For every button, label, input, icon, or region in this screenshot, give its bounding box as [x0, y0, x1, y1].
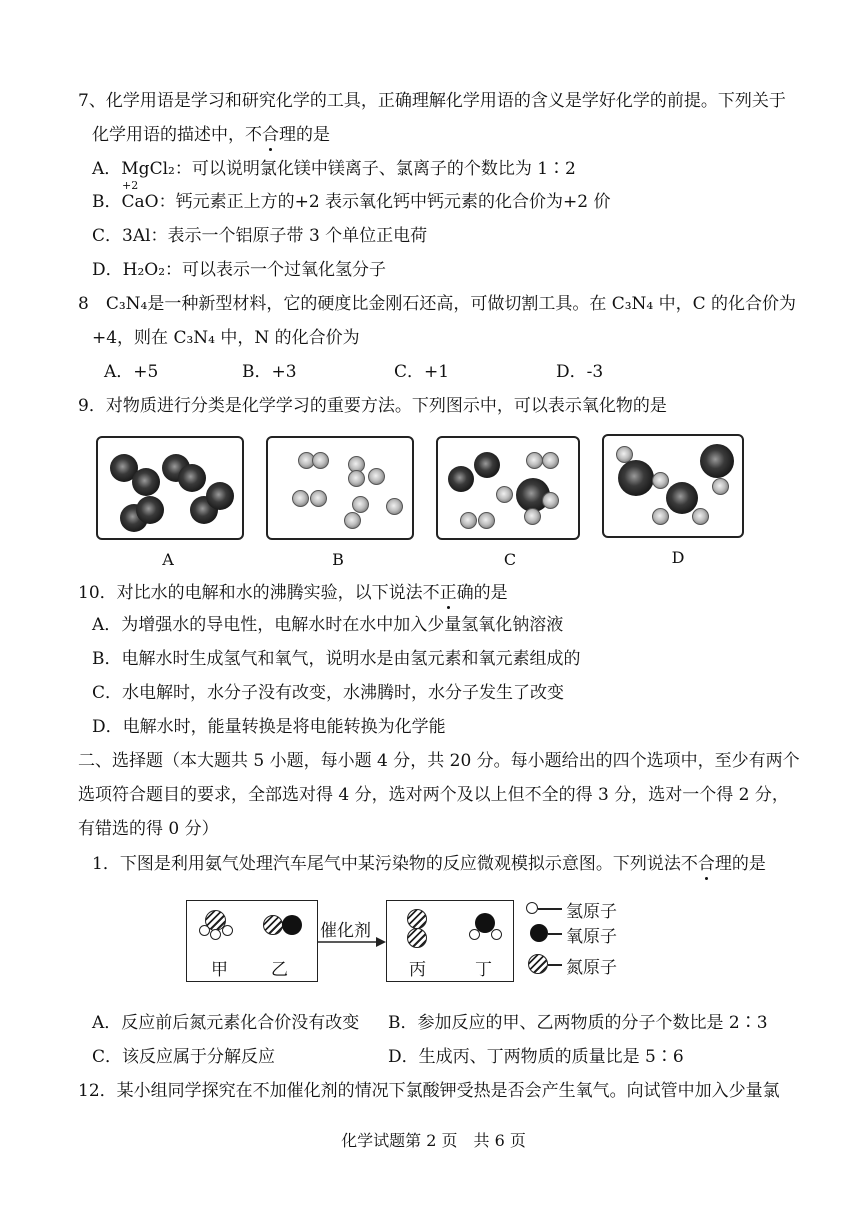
q11-stem-post: 的是 [731, 854, 766, 874]
label-bing: 丙 [409, 960, 426, 980]
q9-diagram-c [436, 436, 580, 540]
legend-nitrogen: 氮原子 [566, 958, 617, 978]
q10-option-c: C．水电解时，水分子没有改变，水沸腾时，水分子发生了改变 [92, 683, 565, 703]
section2-line1: 二、选择题（本大题共 5 小题，每小题 4 分，共 20 分。每小题给出的四个选项中，至少有两个 [78, 751, 800, 771]
q7-stem-pre: 化学用语的描述中， [92, 125, 245, 145]
q10-stem-post: 的是 [473, 583, 508, 603]
q7-stem-emphasis: 不合理 [245, 125, 296, 145]
q7-option-b-valence: +2 [122, 179, 139, 192]
q10-stem-pre: 10．对比水的电解和水的沸腾实验，以下说法 [78, 583, 423, 603]
q8-option-a: A．+5 [104, 362, 159, 382]
oxygen-atom-icon [530, 924, 548, 942]
q9-diagram-d [602, 434, 744, 538]
q8-option-d: D．-3 [556, 362, 604, 382]
q11-option-b: B．参加反应的甲、乙两物质的分子个数比是 2∶3 [388, 1013, 768, 1033]
hydrogen-atom-icon [526, 902, 538, 914]
q10-stem-emphasis: 不正确 [422, 583, 474, 603]
section2-line3: 有错选的得 0 分） [78, 819, 219, 839]
q10-stem [78, 582, 508, 604]
q9-label-d: D [671, 548, 685, 567]
q9-label-b: B [332, 550, 344, 569]
q9-diagram-b [266, 436, 414, 540]
q7-option-d: D．H₂O₂：可以表示一个过氧化氢分子 [92, 260, 387, 280]
q11-stem [92, 853, 766, 875]
section2-line2: 选项符合题目的要求，全部选对得 4 分，选对两个及以上但不全的得 3 分，选对一个得 2 分， [78, 785, 789, 805]
q11-option-a: A．反应前后氮元素化合价没有改变 [92, 1013, 360, 1033]
q9-diagram-a [96, 436, 244, 540]
q11-stem-emphasis: 不合理 [680, 854, 732, 874]
q8-option-b: B．+3 [242, 362, 297, 382]
legend-oxygen: 氧原子 [566, 927, 617, 947]
nitrogen-atom-icon [528, 954, 548, 974]
q9-stem: 9．对物质进行分类是化学学习的重要方法。下列图示中，可以表示氧化物的是 [78, 396, 667, 416]
q8-option-c: C．+1 [394, 362, 450, 382]
q7-stem-line2 [92, 124, 330, 146]
q8-stem-line1: 8 C₃N₄是一种新型材料，它的硬度比金刚石还高，可做切割工具。在 C₃N₄ 中，C 的化合价为 [78, 294, 797, 314]
q11-option-d: D．生成丙、丁两物质的质量比是 5∶6 [388, 1047, 684, 1067]
label-ding: 丁 [475, 960, 492, 980]
label-yi: 乙 [271, 960, 288, 980]
page-footer: 化学试题第 2 页 共 6 页 [341, 1131, 526, 1150]
legend-hydrogen: 氢原子 [566, 902, 617, 922]
q11-stem-pre: 1．下图是利用氨气处理汽车尾气中某污染物的反应微观模拟示意图。下列说法 [92, 854, 681, 874]
catalyst-label: 催化剂 [320, 921, 371, 941]
label-jia: 甲 [211, 960, 228, 980]
reaction-arrow-icon [316, 936, 388, 948]
q7-stem-post: 的是 [296, 125, 330, 145]
q7-option-a: A．MgCl₂：可以说明氯化镁中镁离子、氯离子的个数比为 1∶2 [92, 159, 576, 179]
products-box [386, 900, 514, 982]
q7-option-c: C．3Al：表示一个铝原子带 3 个单位正电荷 [92, 226, 428, 246]
q7-stem-line1: 7、化学用语是学习和研究化学的工具，正确理解化学用语的含义是学好化学的前提。下列关于 [78, 91, 786, 111]
q7-option-b: B．CaO：钙元素正上方的+2 表示氧化钙中钙元素的化合价为+2 价 [92, 192, 611, 212]
reactants-box [186, 900, 318, 982]
q10-option-d: D．电解水时，能量转换是将电能转换为化学能 [92, 717, 446, 737]
q9-label-a: A [162, 550, 174, 569]
q11-option-c: C．该反应属于分解反应 [92, 1047, 276, 1067]
q9-label-c: C [503, 550, 517, 569]
q10-option-a: A．为增强水的导电性，电解水时在水中加入少量氢氧化钠溶液 [92, 615, 564, 635]
q12-stem: 12．某小组同学探究在不加催化剂的情况下氯酸钾受热是否会产生氧气。向试管中加入少量氯 [78, 1081, 780, 1101]
q8-stem-line2: +4，则在 C₃N₄ 中，N 的化合价为 [92, 328, 360, 348]
q10-option-b: B．电解水时生成氢气和氧气，说明水是由氢元素和氧元素组成的 [92, 649, 581, 669]
